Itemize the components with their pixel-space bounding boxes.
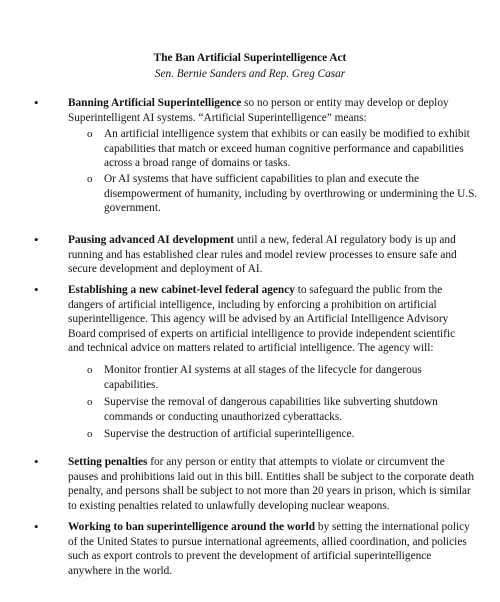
item-text: until a new, federal AI regulatory body is up and running and has established clear rules and model review processes to ensure safe and secure development and deployment of AI. <box>68 234 457 276</box>
sub-bullet-icon: o <box>87 364 93 376</box>
definition-item: Or AI systems that have sufficient capabilities to plan and execute the disempowerment of humanity, including by overthrowing or undermining the U.S. government. <box>104 173 478 215</box>
bill-item-federal-agency <box>68 283 474 356</box>
bullet-icon: • <box>34 282 39 297</box>
bullet-icon: • <box>34 95 39 110</box>
item-heading: Establishing a new cabinet-level federal agency <box>68 284 295 296</box>
item-heading: Working to ban superintelligence around the world <box>68 521 316 533</box>
agency-duty-item: Monitor frontier AI systems at all stages of the lifecycle for dangerous capabilities. <box>104 364 422 391</box>
item-heading: Pausing advanced AI development <box>68 234 235 246</box>
bill-item-ban-superintelligence <box>68 96 474 125</box>
agency-duty-item: Supervise the destruction of artificial superintelligence. <box>104 428 355 440</box>
bill-item-global-ban <box>68 520 474 578</box>
bill-item-penalties <box>68 455 474 513</box>
document-title: The Ban Artificial Superintelligence Act <box>153 52 347 64</box>
definition-item: An artificial intelligence system that exhibits or can easily be modified to exhibit capabilities that match or exceed human cognitive performance and capabilities across a broad range of domains or tasks. <box>104 128 470 170</box>
agency-duty-item: Supervise the removal of dangerous capabilities like subverting shutdown commands or conducting unauthorized cyberattacks. <box>104 396 438 423</box>
item-text: by setting the international policy of the United States to pursue international agreements, allied coordination, and policies such as export controls to prevent the development of artificial superintelligence anywhere in the world. <box>68 521 470 577</box>
sub-bullet-icon: o <box>87 428 93 440</box>
bullet-icon: • <box>34 232 39 247</box>
item-heading: Setting penalties <box>68 456 148 468</box>
item-text: for any person or entity that attempts to violate or circumvent the pauses and prohibitions laid out in this bill. Entities shall be subject to the corporate death penalty, and persons shall be subject to not more than 20 years in prison, which is similar to existing penalties related to unlawfully developing nuclear weapons. <box>68 456 474 512</box>
bullet-icon: • <box>34 519 39 534</box>
document-sponsors: Sen. Bernie Sanders and Rep. Greg Casar <box>154 68 346 80</box>
item-text: so no person or entity may develop or deploy Superintelligent AI systems. “Artificial Superintelligence” means: <box>68 97 449 124</box>
bill-item-pausing-ai <box>68 233 474 277</box>
item-heading: Banning Artificial Superintelligence <box>68 97 242 109</box>
sub-bullet-icon: o <box>87 128 93 140</box>
item-text: to safeguard the public from the dangers of artificial intelligence, including by enforcing a prohibition on artificial superintelligence. This agency will be advised by an Artificial Intelligence Advisory Board comprised of experts on artificial intelligence to provide independent scientific and technical advice on matters related to artificial intelligence. The agency will: <box>68 284 456 355</box>
sub-bullet-icon: o <box>87 396 93 408</box>
bullet-icon: • <box>34 454 39 469</box>
sub-bullet-icon: o <box>87 173 93 185</box>
